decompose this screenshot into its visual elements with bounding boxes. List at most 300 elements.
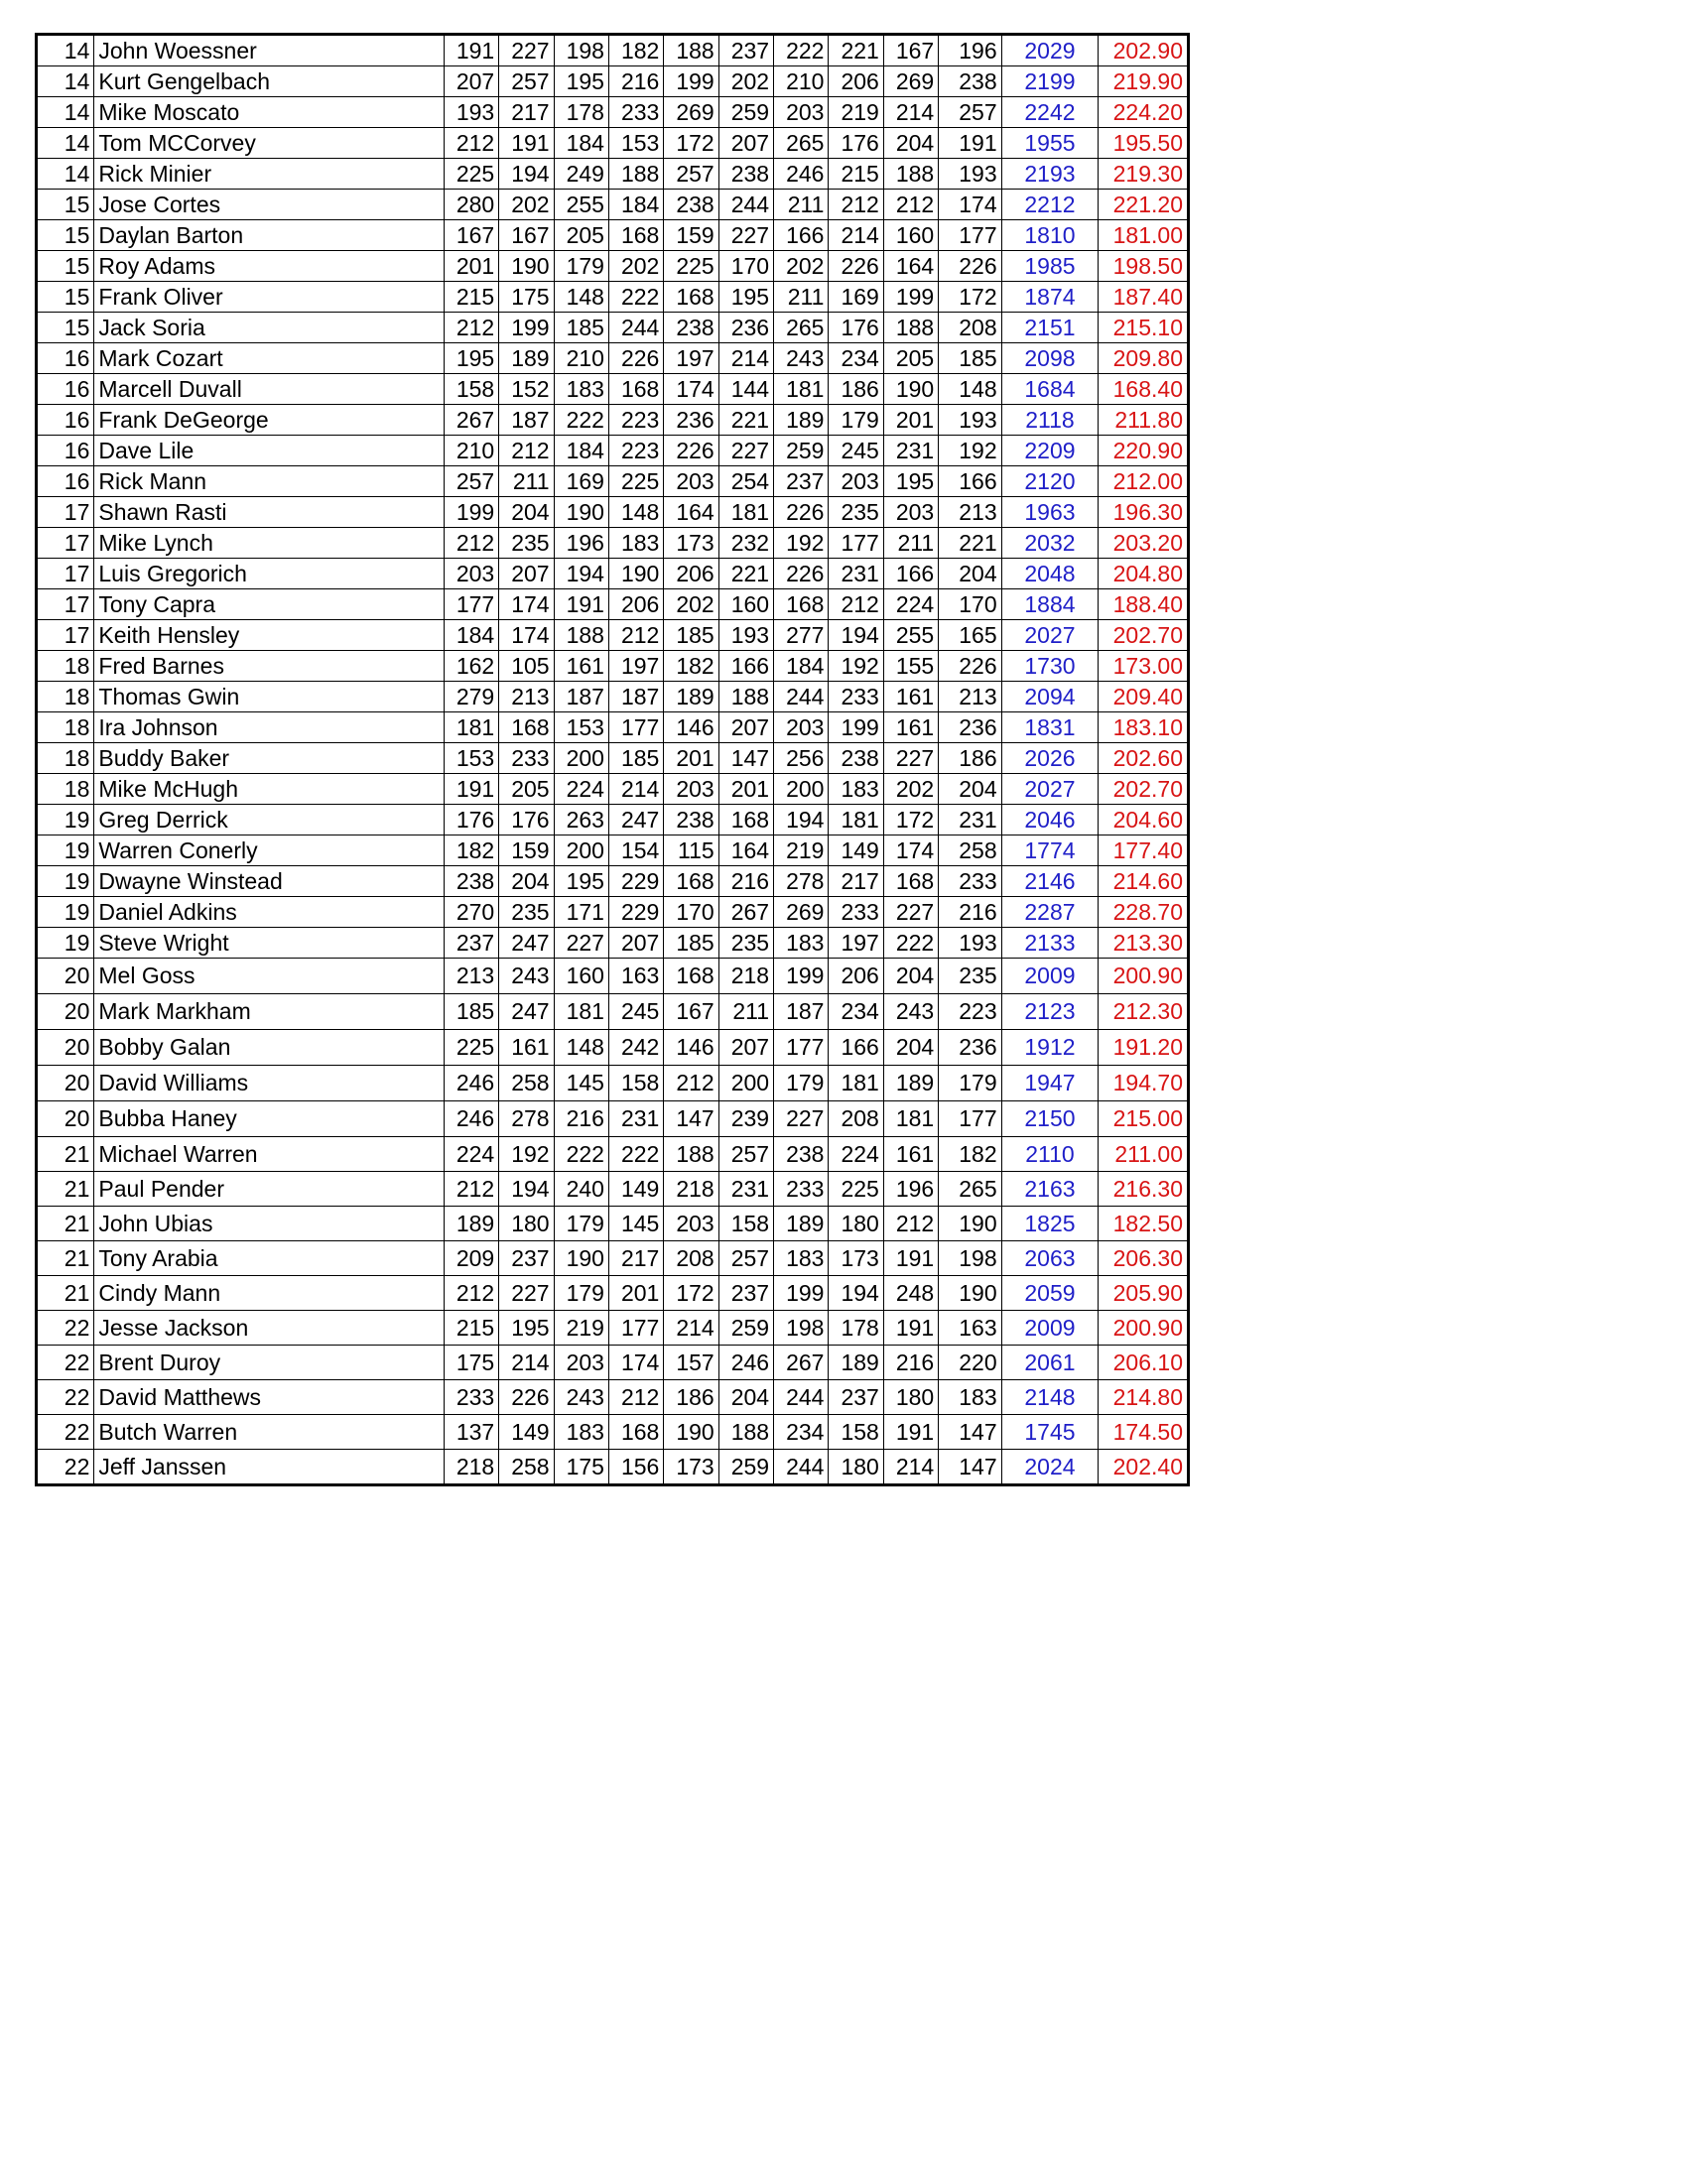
score-table-body <box>37 35 1189 1485</box>
game-score-cell: 257 <box>444 466 498 497</box>
game-score-cell: 194 <box>499 1172 554 1207</box>
average-cell: 177.40 <box>1099 835 1189 866</box>
game-score-cell: 215 <box>444 1311 498 1346</box>
game-score-cell: 258 <box>499 1066 554 1101</box>
game-score-cell: 203 <box>664 1207 718 1241</box>
game-score-cell: 208 <box>939 313 1001 343</box>
game-score-cell: 157 <box>664 1346 718 1380</box>
game-score-cell: 200 <box>718 1066 773 1101</box>
rank-cell: 19 <box>37 835 94 866</box>
game-score-cell: 177 <box>829 528 883 559</box>
game-score-cell: 199 <box>499 313 554 343</box>
bowler-name-cell: Shawn Rasti <box>94 497 444 528</box>
game-score-cell: 178 <box>829 1311 883 1346</box>
table-row <box>37 743 1189 774</box>
game-score-cell: 247 <box>499 928 554 959</box>
game-score-cell: 204 <box>883 128 938 159</box>
total-pins-cell: 2123 <box>1001 994 1099 1030</box>
average-cell: 191.20 <box>1099 1030 1189 1066</box>
total-pins-cell: 2027 <box>1001 620 1099 651</box>
bowler-name-cell: Roy Adams <box>94 251 444 282</box>
game-score-cell: 207 <box>718 128 773 159</box>
game-score-cell: 203 <box>774 97 829 128</box>
game-score-cell: 192 <box>499 1137 554 1172</box>
game-score-cell: 161 <box>554 651 608 682</box>
game-score-cell: 258 <box>939 835 1001 866</box>
table-row <box>37 897 1189 928</box>
game-score-cell: 194 <box>774 805 829 835</box>
game-score-cell: 188 <box>664 1137 718 1172</box>
game-score-cell: 244 <box>774 682 829 712</box>
game-score-cell: 212 <box>444 128 498 159</box>
game-score-cell: 164 <box>718 835 773 866</box>
game-score-cell: 258 <box>499 1450 554 1485</box>
game-score-cell: 185 <box>664 620 718 651</box>
game-score-cell: 238 <box>718 159 773 190</box>
game-score-cell: 173 <box>829 1241 883 1276</box>
game-score-cell: 278 <box>499 1101 554 1137</box>
total-pins-cell: 2148 <box>1001 1380 1099 1415</box>
rank-cell: 21 <box>37 1241 94 1276</box>
game-score-cell: 269 <box>883 66 938 97</box>
game-score-cell: 257 <box>499 66 554 97</box>
rank-cell: 21 <box>37 1172 94 1207</box>
game-score-cell: 184 <box>554 128 608 159</box>
table-row <box>37 1276 1189 1311</box>
game-score-cell: 201 <box>664 743 718 774</box>
game-score-cell: 227 <box>554 928 608 959</box>
average-cell: 214.80 <box>1099 1380 1189 1415</box>
bowler-name-cell: Mel Goss <box>94 959 444 994</box>
table-row <box>37 1311 1189 1346</box>
table-row <box>37 928 1189 959</box>
game-score-cell: 196 <box>939 35 1001 66</box>
game-score-cell: 270 <box>444 897 498 928</box>
game-score-cell: 204 <box>883 1030 938 1066</box>
game-score-cell: 159 <box>664 220 718 251</box>
game-score-cell: 186 <box>829 374 883 405</box>
game-score-cell: 202 <box>664 589 718 620</box>
game-score-cell: 183 <box>554 374 608 405</box>
game-score-cell: 235 <box>939 959 1001 994</box>
game-score-cell: 218 <box>444 1450 498 1485</box>
game-score-cell: 233 <box>444 1380 498 1415</box>
bowler-name-cell: Tony Capra <box>94 589 444 620</box>
table-row <box>37 343 1189 374</box>
rank-cell: 16 <box>37 466 94 497</box>
game-score-cell: 213 <box>939 497 1001 528</box>
game-score-cell: 216 <box>939 897 1001 928</box>
game-score-cell: 197 <box>608 651 663 682</box>
game-score-cell: 181 <box>554 994 608 1030</box>
bowler-name-cell: Cindy Mann <box>94 1276 444 1311</box>
game-score-cell: 242 <box>608 1030 663 1066</box>
game-score-cell: 187 <box>774 994 829 1030</box>
average-cell: 206.10 <box>1099 1346 1189 1380</box>
game-score-cell: 197 <box>829 928 883 959</box>
total-pins-cell: 2150 <box>1001 1101 1099 1137</box>
game-score-cell: 169 <box>829 282 883 313</box>
game-score-cell: 208 <box>829 1101 883 1137</box>
rank-cell: 20 <box>37 1030 94 1066</box>
game-score-cell: 147 <box>939 1415 1001 1450</box>
average-cell: 221.20 <box>1099 190 1189 220</box>
table-row <box>37 1207 1189 1241</box>
game-score-cell: 183 <box>774 928 829 959</box>
table-row <box>37 589 1189 620</box>
game-score-cell: 214 <box>883 97 938 128</box>
game-score-cell: 181 <box>829 805 883 835</box>
average-cell: 211.80 <box>1099 405 1189 436</box>
table-row <box>37 220 1189 251</box>
game-score-cell: 237 <box>829 1380 883 1415</box>
bowler-name-cell: Rick Minier <box>94 159 444 190</box>
total-pins-cell: 2009 <box>1001 959 1099 994</box>
game-score-cell: 145 <box>608 1207 663 1241</box>
bowler-name-cell: John Ubias <box>94 1207 444 1241</box>
total-pins-cell: 2063 <box>1001 1241 1099 1276</box>
game-score-cell: 201 <box>608 1276 663 1311</box>
game-score-cell: 223 <box>939 994 1001 1030</box>
game-score-cell: 227 <box>718 220 773 251</box>
game-score-cell: 244 <box>718 190 773 220</box>
game-score-cell: 208 <box>664 1241 718 1276</box>
game-score-cell: 187 <box>554 682 608 712</box>
game-score-cell: 238 <box>939 66 1001 97</box>
game-score-cell: 247 <box>499 994 554 1030</box>
game-score-cell: 243 <box>883 994 938 1030</box>
game-score-cell: 218 <box>718 959 773 994</box>
game-score-cell: 195 <box>554 866 608 897</box>
average-cell: 202.70 <box>1099 620 1189 651</box>
rank-cell: 17 <box>37 559 94 589</box>
average-cell: 183.10 <box>1099 712 1189 743</box>
rank-cell: 22 <box>37 1311 94 1346</box>
game-score-cell: 164 <box>883 251 938 282</box>
game-score-cell: 172 <box>664 128 718 159</box>
game-score-cell: 259 <box>718 1311 773 1346</box>
game-score-cell: 148 <box>608 497 663 528</box>
game-score-cell: 183 <box>554 1415 608 1450</box>
game-score-cell: 221 <box>718 559 773 589</box>
rank-cell: 14 <box>37 35 94 66</box>
bowler-name-cell: Mike Moscato <box>94 97 444 128</box>
game-score-cell: 243 <box>499 959 554 994</box>
game-score-cell: 168 <box>608 1415 663 1450</box>
game-score-cell: 177 <box>939 220 1001 251</box>
game-score-cell: 211 <box>883 528 938 559</box>
rank-cell: 14 <box>37 159 94 190</box>
game-score-cell: 172 <box>883 805 938 835</box>
rank-cell: 21 <box>37 1276 94 1311</box>
bowler-name-cell: Warren Conerly <box>94 835 444 866</box>
game-score-cell: 226 <box>499 1380 554 1415</box>
game-score-cell: 177 <box>608 1311 663 1346</box>
game-score-cell: 206 <box>608 589 663 620</box>
game-score-cell: 160 <box>554 959 608 994</box>
game-score-cell: 166 <box>718 651 773 682</box>
bowler-name-cell: Mark Cozart <box>94 343 444 374</box>
rank-cell: 14 <box>37 97 94 128</box>
game-score-cell: 238 <box>774 1137 829 1172</box>
game-score-cell: 181 <box>444 712 498 743</box>
game-score-cell: 248 <box>883 1276 938 1311</box>
game-score-cell: 235 <box>829 497 883 528</box>
game-score-cell: 257 <box>664 159 718 190</box>
bowler-name-cell: Jack Soria <box>94 313 444 343</box>
game-score-cell: 179 <box>939 1066 1001 1101</box>
average-cell: 205.90 <box>1099 1276 1189 1311</box>
game-score-cell: 227 <box>883 743 938 774</box>
game-score-cell: 202 <box>718 66 773 97</box>
game-score-cell: 175 <box>554 1450 608 1485</box>
table-row <box>37 128 1189 159</box>
game-score-cell: 236 <box>939 1030 1001 1066</box>
total-pins-cell: 2151 <box>1001 313 1099 343</box>
game-score-cell: 149 <box>829 835 883 866</box>
bowler-name-cell: Ira Johnson <box>94 712 444 743</box>
game-score-cell: 159 <box>499 835 554 866</box>
bowler-name-cell: Frank DeGeorge <box>94 405 444 436</box>
game-score-cell: 188 <box>883 159 938 190</box>
game-score-cell: 243 <box>554 1380 608 1415</box>
game-score-cell: 235 <box>718 928 773 959</box>
table-row <box>37 497 1189 528</box>
game-score-cell: 191 <box>939 128 1001 159</box>
game-score-cell: 225 <box>664 251 718 282</box>
bowler-name-cell: Fred Barnes <box>94 651 444 682</box>
game-score-cell: 231 <box>718 1172 773 1207</box>
bowler-name-cell: Daniel Adkins <box>94 897 444 928</box>
average-cell: 200.90 <box>1099 959 1189 994</box>
total-pins-cell: 2242 <box>1001 97 1099 128</box>
table-row <box>37 620 1189 651</box>
game-score-cell: 238 <box>664 313 718 343</box>
game-score-cell: 147 <box>939 1450 1001 1485</box>
game-score-cell: 265 <box>774 128 829 159</box>
rank-cell: 19 <box>37 928 94 959</box>
game-score-cell: 187 <box>499 405 554 436</box>
table-row <box>37 682 1189 712</box>
game-score-cell: 233 <box>829 682 883 712</box>
game-score-cell: 204 <box>939 774 1001 805</box>
table-row <box>37 436 1189 466</box>
game-score-cell: 237 <box>718 35 773 66</box>
game-score-cell: 238 <box>664 190 718 220</box>
game-score-cell: 244 <box>774 1380 829 1415</box>
game-score-cell: 212 <box>829 190 883 220</box>
rank-cell: 14 <box>37 66 94 97</box>
game-score-cell: 206 <box>664 559 718 589</box>
game-score-cell: 203 <box>444 559 498 589</box>
average-cell: 194.70 <box>1099 1066 1189 1101</box>
game-score-cell: 246 <box>444 1101 498 1137</box>
game-score-cell: 167 <box>444 220 498 251</box>
game-score-cell: 214 <box>829 220 883 251</box>
game-score-cell: 240 <box>554 1172 608 1207</box>
total-pins-cell: 2048 <box>1001 559 1099 589</box>
game-score-cell: 222 <box>883 928 938 959</box>
total-pins-cell: 2287 <box>1001 897 1099 928</box>
total-pins-cell: 2193 <box>1001 159 1099 190</box>
game-score-cell: 193 <box>939 928 1001 959</box>
total-pins-cell: 2110 <box>1001 1137 1099 1172</box>
rank-cell: 18 <box>37 712 94 743</box>
game-score-cell: 203 <box>554 1346 608 1380</box>
total-pins-cell: 2046 <box>1001 805 1099 835</box>
table-row <box>37 805 1189 835</box>
game-score-cell: 212 <box>608 1380 663 1415</box>
game-score-cell: 222 <box>554 405 608 436</box>
score-table <box>35 33 1190 1486</box>
game-score-cell: 200 <box>774 774 829 805</box>
average-cell: 200.90 <box>1099 1311 1189 1346</box>
game-score-cell: 167 <box>499 220 554 251</box>
average-cell: 202.40 <box>1099 1450 1189 1485</box>
total-pins-cell: 1730 <box>1001 651 1099 682</box>
total-pins-cell: 2027 <box>1001 774 1099 805</box>
game-score-cell: 177 <box>444 589 498 620</box>
game-score-cell: 170 <box>718 251 773 282</box>
game-score-cell: 279 <box>444 682 498 712</box>
bowler-name-cell: Marcell Duvall <box>94 374 444 405</box>
game-score-cell: 220 <box>939 1346 1001 1380</box>
game-score-cell: 190 <box>554 497 608 528</box>
total-pins-cell: 1831 <box>1001 712 1099 743</box>
table-row <box>37 405 1189 436</box>
game-score-cell: 174 <box>608 1346 663 1380</box>
rank-cell: 18 <box>37 743 94 774</box>
game-score-cell: 158 <box>718 1207 773 1241</box>
rank-cell: 19 <box>37 805 94 835</box>
game-score-cell: 194 <box>829 1276 883 1311</box>
game-score-cell: 189 <box>829 1346 883 1380</box>
game-score-cell: 219 <box>774 835 829 866</box>
average-cell: 213.30 <box>1099 928 1189 959</box>
total-pins-cell: 1825 <box>1001 1207 1099 1241</box>
game-score-cell: 257 <box>939 97 1001 128</box>
rank-cell: 15 <box>37 251 94 282</box>
bowler-name-cell: Thomas Gwin <box>94 682 444 712</box>
game-score-cell: 181 <box>774 374 829 405</box>
game-score-cell: 237 <box>718 1276 773 1311</box>
bowler-name-cell: Brent Duroy <box>94 1346 444 1380</box>
average-cell: 174.50 <box>1099 1415 1189 1450</box>
bowler-name-cell: Keith Hensley <box>94 620 444 651</box>
average-cell: 224.20 <box>1099 97 1189 128</box>
game-score-cell: 204 <box>499 866 554 897</box>
average-cell: 212.30 <box>1099 994 1189 1030</box>
game-score-cell: 211 <box>774 190 829 220</box>
game-score-cell: 224 <box>883 589 938 620</box>
game-score-cell: 226 <box>774 559 829 589</box>
game-score-cell: 207 <box>499 559 554 589</box>
game-score-cell: 173 <box>664 1450 718 1485</box>
game-score-cell: 213 <box>499 682 554 712</box>
game-score-cell: 182 <box>939 1137 1001 1172</box>
game-score-cell: 198 <box>939 1241 1001 1276</box>
game-score-cell: 277 <box>774 620 829 651</box>
game-score-cell: 227 <box>499 35 554 66</box>
game-score-cell: 201 <box>883 405 938 436</box>
game-score-cell: 166 <box>883 559 938 589</box>
game-score-cell: 176 <box>444 805 498 835</box>
game-score-cell: 237 <box>774 466 829 497</box>
average-cell: 215.10 <box>1099 313 1189 343</box>
game-score-cell: 267 <box>444 405 498 436</box>
game-score-cell: 205 <box>554 220 608 251</box>
game-score-cell: 168 <box>883 866 938 897</box>
game-score-cell: 217 <box>499 97 554 128</box>
game-score-cell: 227 <box>718 436 773 466</box>
rank-cell: 15 <box>37 313 94 343</box>
game-score-cell: 183 <box>608 528 663 559</box>
game-score-cell: 236 <box>939 712 1001 743</box>
game-score-cell: 179 <box>554 1207 608 1241</box>
game-score-cell: 194 <box>554 559 608 589</box>
game-score-cell: 231 <box>939 805 1001 835</box>
game-score-cell: 190 <box>499 251 554 282</box>
game-score-cell: 225 <box>829 1172 883 1207</box>
game-score-cell: 185 <box>444 994 498 1030</box>
game-score-cell: 161 <box>883 712 938 743</box>
total-pins-cell: 2098 <box>1001 343 1099 374</box>
total-pins-cell: 1810 <box>1001 220 1099 251</box>
game-score-cell: 255 <box>554 190 608 220</box>
game-score-cell: 246 <box>774 159 829 190</box>
game-score-cell: 182 <box>664 651 718 682</box>
game-score-cell: 190 <box>939 1207 1001 1241</box>
average-cell: 203.20 <box>1099 528 1189 559</box>
game-score-cell: 207 <box>608 928 663 959</box>
game-score-cell: 193 <box>939 405 1001 436</box>
game-score-cell: 153 <box>444 743 498 774</box>
game-score-cell: 168 <box>774 589 829 620</box>
bowler-name-cell: Kurt Gengelbach <box>94 66 444 97</box>
rank-cell: 22 <box>37 1380 94 1415</box>
game-score-cell: 212 <box>829 589 883 620</box>
game-score-cell: 158 <box>608 1066 663 1101</box>
game-score-cell: 153 <box>608 128 663 159</box>
game-score-cell: 215 <box>444 282 498 313</box>
average-cell: 181.00 <box>1099 220 1189 251</box>
bowler-name-cell: Tom MCCorvey <box>94 128 444 159</box>
game-score-cell: 154 <box>608 835 663 866</box>
game-score-cell: 227 <box>883 897 938 928</box>
game-score-cell: 212 <box>664 1066 718 1101</box>
game-score-cell: 202 <box>608 251 663 282</box>
game-score-cell: 191 <box>883 1241 938 1276</box>
game-score-cell: 212 <box>883 190 938 220</box>
game-score-cell: 236 <box>664 405 718 436</box>
bowler-name-cell: Dwayne Winstead <box>94 866 444 897</box>
game-score-cell: 183 <box>774 1241 829 1276</box>
game-score-cell: 174 <box>499 589 554 620</box>
table-row <box>37 466 1189 497</box>
game-score-cell: 188 <box>718 1415 773 1450</box>
table-row <box>37 313 1189 343</box>
table-row <box>37 994 1189 1030</box>
bowler-name-cell: Mike Lynch <box>94 528 444 559</box>
rank-cell: 15 <box>37 282 94 313</box>
game-score-cell: 269 <box>664 97 718 128</box>
game-score-cell: 216 <box>718 866 773 897</box>
game-score-cell: 280 <box>444 190 498 220</box>
game-score-cell: 202 <box>499 190 554 220</box>
game-score-cell: 210 <box>444 436 498 466</box>
game-score-cell: 217 <box>829 866 883 897</box>
game-score-cell: 195 <box>499 1311 554 1346</box>
